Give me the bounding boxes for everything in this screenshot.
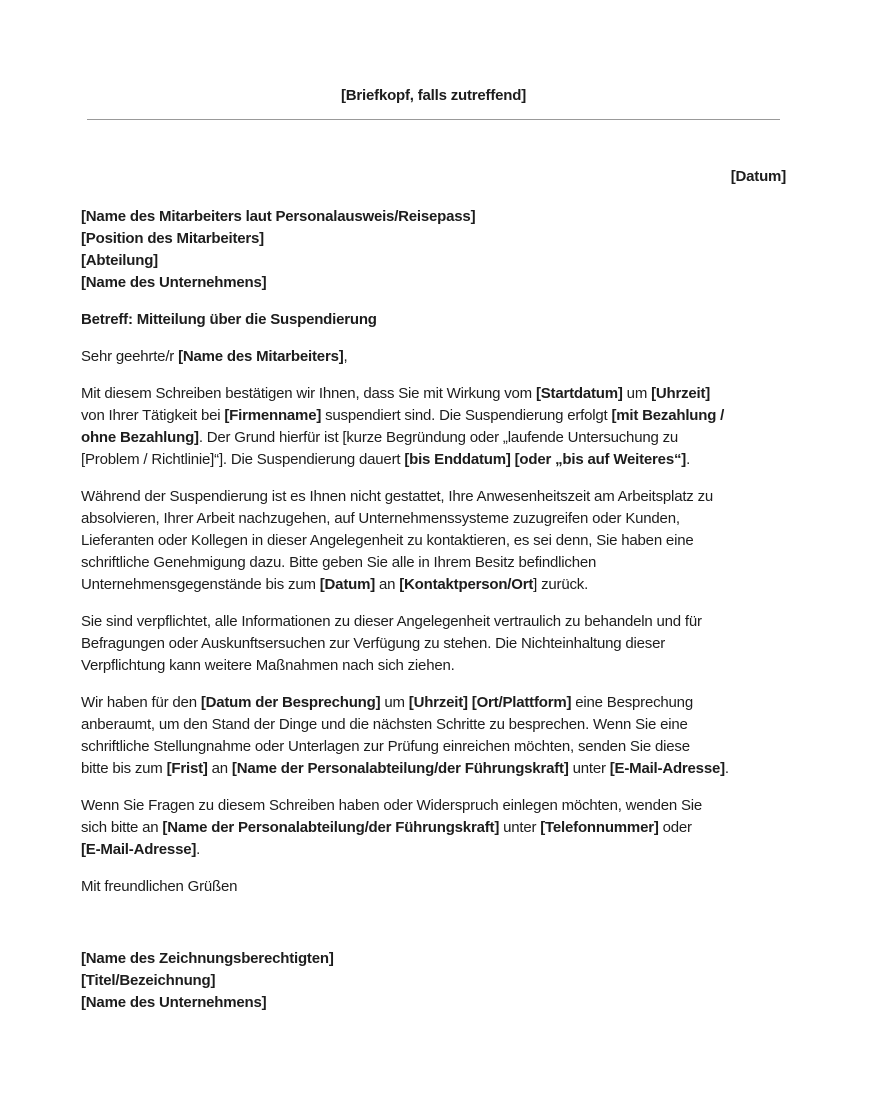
body-text: um	[622, 385, 652, 402]
signatory-company-line: [Name des Unternehmens]	[81, 994, 267, 1011]
body-text: um	[380, 694, 409, 711]
body-text: von Ihrer Tätigkeit bei	[81, 407, 225, 424]
recipient-department-line: [Abteilung]	[81, 252, 158, 269]
date-line: [Datum]	[730, 168, 786, 185]
placeholder-field: [Firmenname]	[224, 407, 322, 424]
placeholder-field: [mit Bezahlung /	[611, 407, 725, 424]
body-text: [Problem / Richtlinie]“]. Die Suspendierung dauert	[81, 451, 405, 468]
body-text: Sie sind verpflichtet, alle Informationen zu dieser Angelegenheit vertraulich zu behandeln und für	[81, 613, 702, 630]
body-text: schriftliche Genehmigung dazu. Bitte geben Sie alle in Ihrem Besitz befindlichen	[81, 554, 597, 571]
placeholder-field: [Uhrzeit]	[651, 385, 711, 402]
signature-block	[81, 948, 786, 1014]
placeholder-field: [Frist]	[166, 760, 208, 777]
recipient-block	[81, 206, 786, 294]
body-text: eine Besprechung	[571, 694, 693, 711]
body-text: Lieferanten oder Kollegen in dieser Angelegenheit zu kontaktieren, es sei denn, Sie haben eine	[81, 532, 694, 549]
recipient-position-line: [Position des Mitarbeiters]	[81, 230, 264, 247]
body-text: .	[686, 451, 691, 468]
placeholder-field: [E-Mail-Adresse]	[81, 841, 197, 858]
placeholder-field: [Name der Personalabteilung/der Führungskraft]	[162, 819, 500, 836]
body-text: .	[196, 841, 201, 858]
body-text: Unternehmensgegenstände bis zum	[81, 576, 320, 593]
placeholder-field: [Telefonnummer]	[540, 819, 659, 836]
body-text: bitte bis zum	[81, 760, 167, 777]
placeholder-field: [bis Enddatum] [oder „bis auf Weiteres“]	[404, 451, 687, 468]
body-text: an	[375, 576, 400, 593]
placeholder-field: [Datum]	[319, 576, 376, 593]
body-text: . Der Grund hierfür ist [kurze Begründung oder „laufende Untersuchung zu	[198, 429, 679, 446]
placeholder-field: [Name des Mitarbeiters]	[178, 348, 344, 365]
body-text: Mit diesem Schreiben bestätigen wir Ihnen, dass Sie mit Wirkung vom	[81, 385, 536, 402]
body-text: anberaumt, um den Stand der Dinge und die nächsten Schritte zu besprechen. Wenn Sie eine	[81, 716, 688, 733]
paragraph-suspension-notice	[81, 383, 786, 471]
paragraph-questions	[81, 795, 786, 861]
placeholder-field: [Datum der Besprechung]	[200, 694, 381, 711]
recipient-name-line: [Name des Mitarbeiters laut Personalausweis/Reisepass]	[81, 208, 476, 225]
subject-line: Betreff: Mitteilung über die Suspendierung	[81, 311, 377, 328]
body-text: oder	[658, 819, 692, 836]
placeholder-field: [Startdatum]	[535, 385, 623, 402]
closing-salutation: Mit freundlichen Grüßen	[81, 878, 238, 895]
signatory-title-line: [Titel/Bezeichnung]	[81, 972, 216, 989]
body-text: ,	[343, 348, 348, 365]
body-text: Wir haben für den	[81, 694, 201, 711]
body-text: sich bitte an	[81, 819, 163, 836]
body-text: .	[724, 760, 729, 777]
paragraph-restrictions	[81, 486, 786, 596]
placeholder-field: [E-Mail-Adresse]	[609, 760, 725, 777]
placeholder-field: [Name der Personalabteilung/der Führungskraft]	[231, 760, 569, 777]
body-text: Verpflichtung kann weitere Maßnahmen nach sich ziehen.	[81, 657, 455, 674]
body-text: absolvieren, Ihrer Arbeit nachzugehen, auf Unternehmenssysteme zuzugreifen oder Kunden,	[81, 510, 680, 527]
body-text: Wenn Sie Fragen zu diesem Schreiben haben oder Widerspruch einlegen möchten, wenden Sie	[81, 797, 703, 814]
body-text: suspendiert sind. Die Suspendierung erfolgt	[321, 407, 612, 424]
body-text: Befragungen oder Auskunftsersuchen zur Verfügung zu stehen. Die Nichteinhaltung dieser	[81, 635, 666, 652]
placeholder-field: [Kontaktperson/Ort	[399, 576, 534, 593]
body-text: unter	[499, 819, 541, 836]
body-text: unter	[568, 760, 610, 777]
placeholder-field: [Uhrzeit] [Ort/Plattform]	[408, 694, 572, 711]
letterhead-divider	[87, 119, 780, 120]
body-text: ] zurück.	[533, 576, 589, 593]
recipient-company-line: [Name des Unternehmens]	[81, 274, 267, 291]
signatory-name-line: [Name des Zeichnungsberechtigten]	[81, 950, 334, 967]
paragraph-confidentiality	[81, 611, 786, 677]
letterhead-placeholder: [Briefkopf, falls zutreffend]	[340, 87, 527, 104]
paragraph-meeting	[81, 692, 786, 780]
placeholder-field: ohne Bezahlung]	[81, 429, 199, 446]
body-text: schriftliche Stellungnahme oder Unterlagen zur Prüfung einreichen möchten, senden Sie diese	[81, 738, 690, 755]
salutation	[81, 346, 786, 368]
body-text: Während der Suspendierung ist es Ihnen nicht gestattet, Ihre Anwesenheitszeit am Arbeitsplatz zu	[81, 488, 714, 505]
body-text: Sehr geehrte/r	[81, 348, 179, 365]
body-text: an	[207, 760, 232, 777]
